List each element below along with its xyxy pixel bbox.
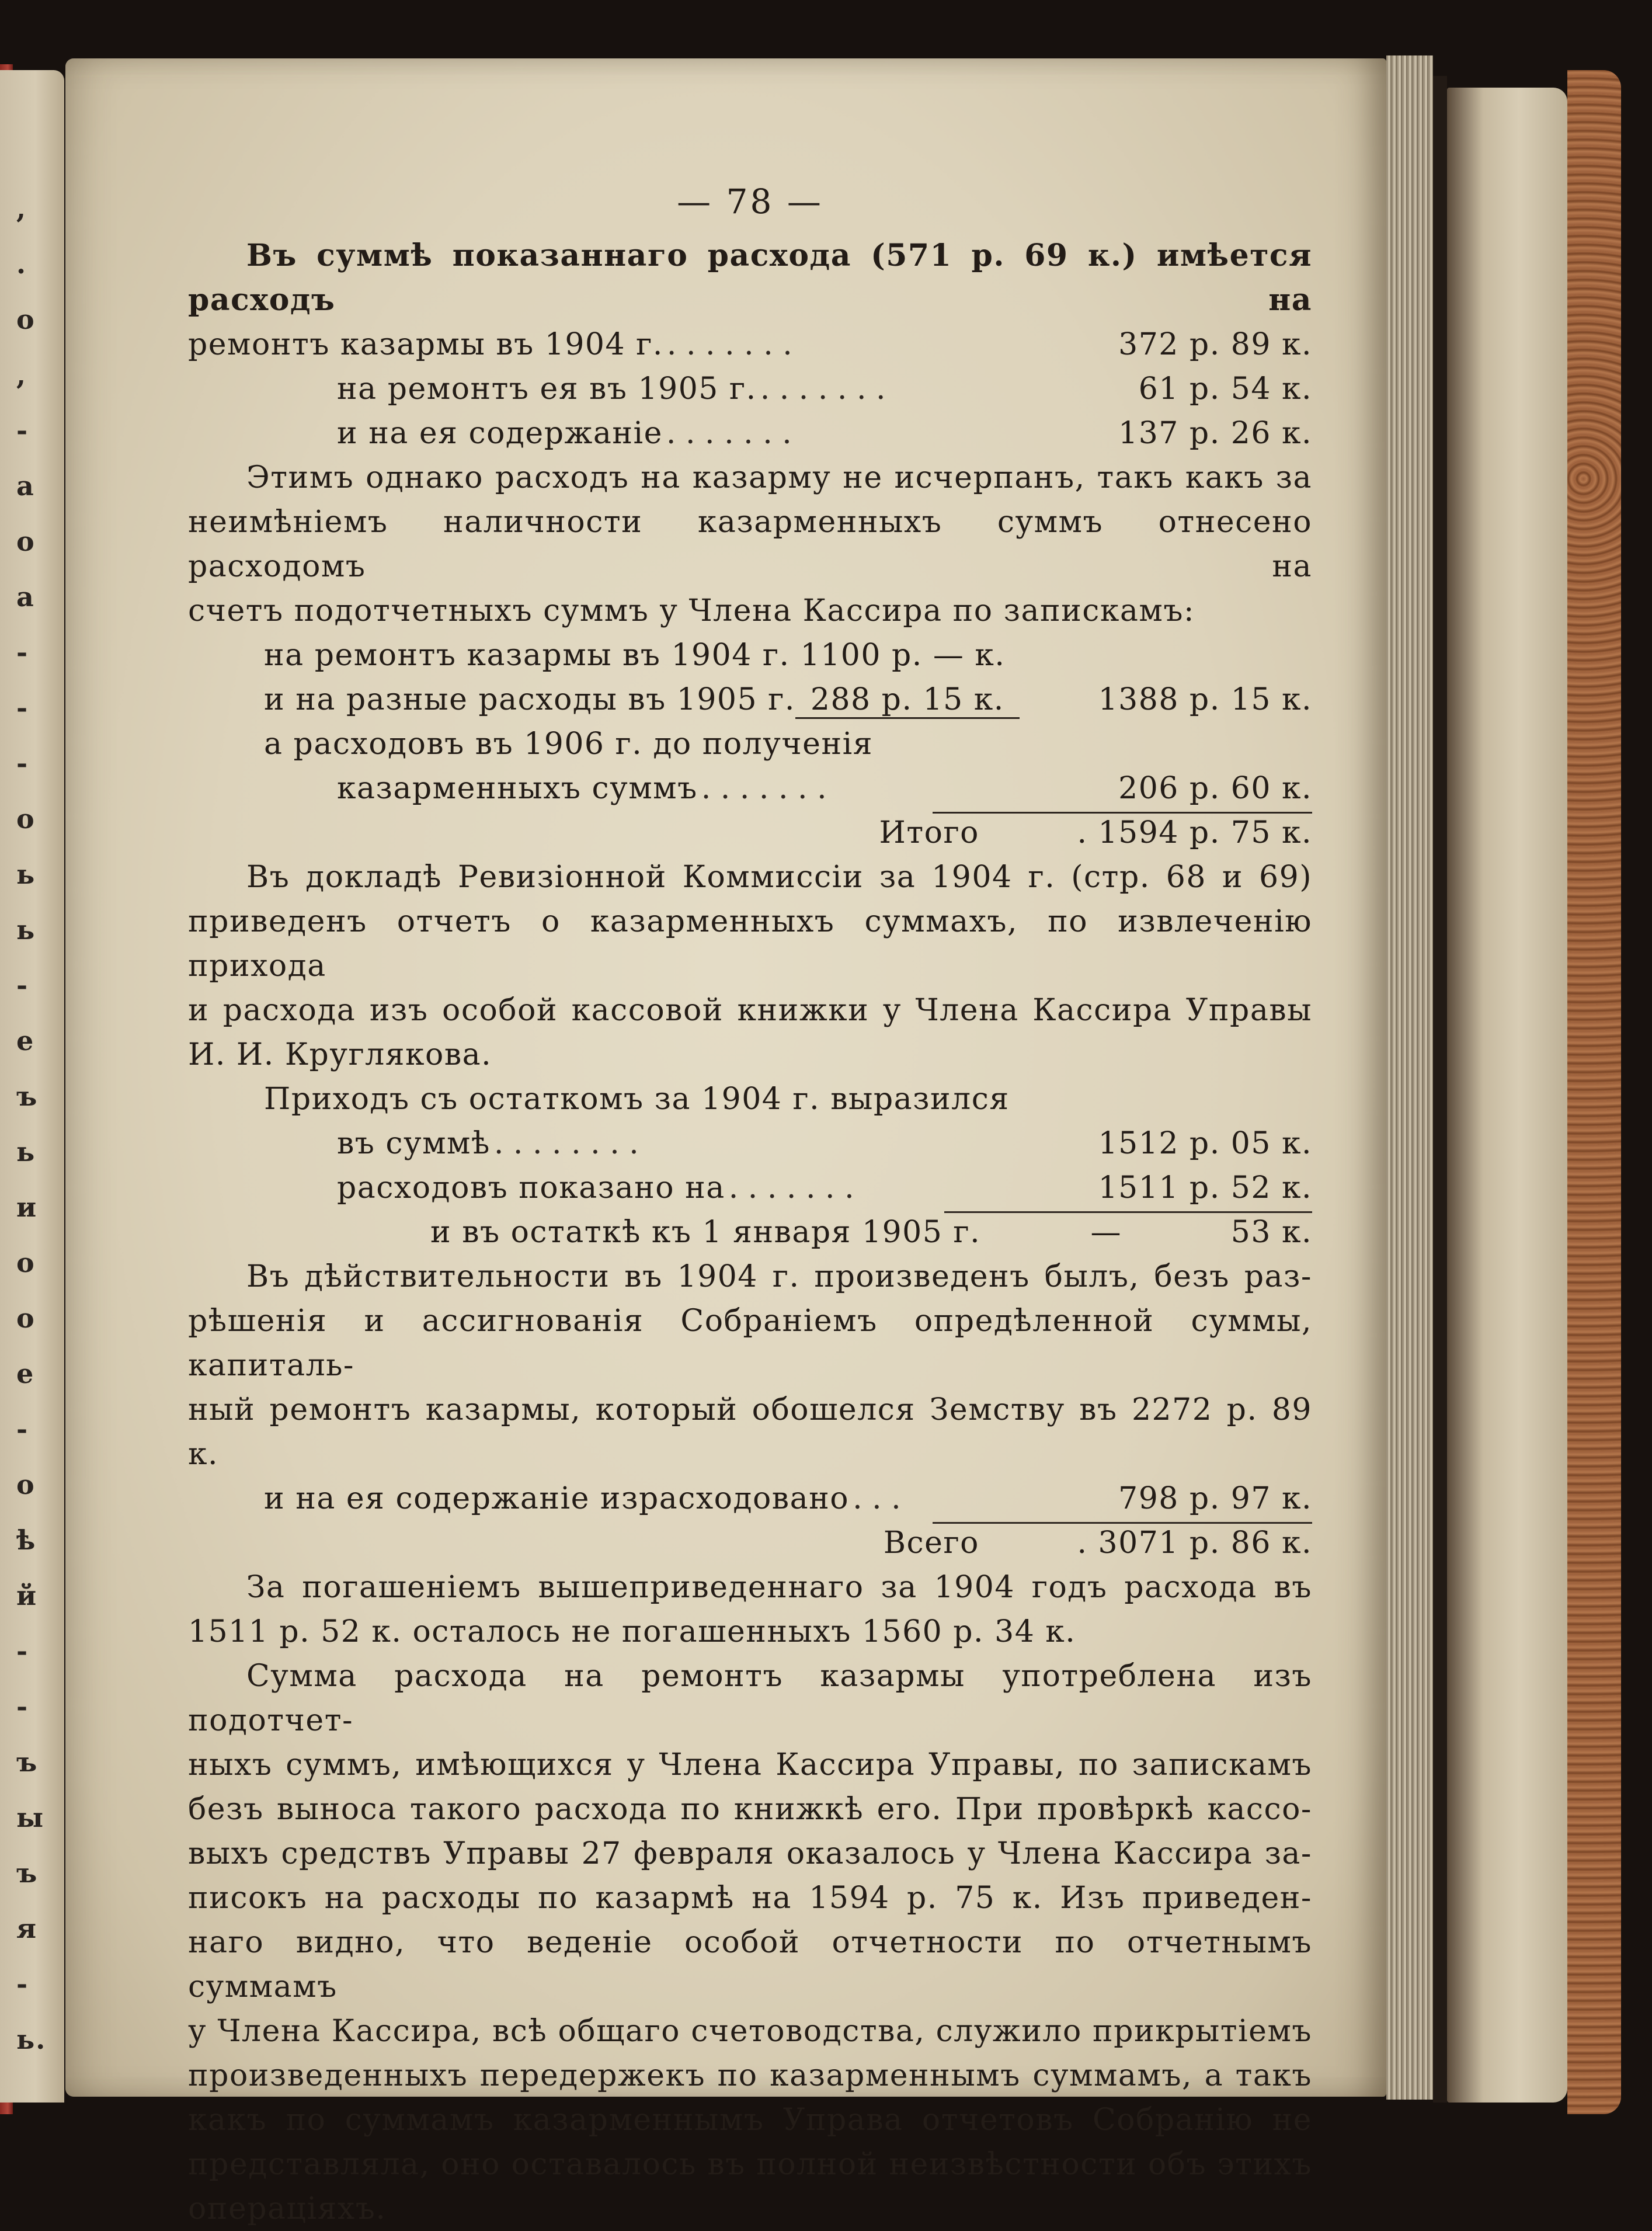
- amount-row: [188, 1077, 1312, 1121]
- previous-page-letter: я: [16, 1913, 37, 1944]
- row-amount: 1512 р. 05 к.: [1098, 1126, 1312, 1161]
- text-line: рѣшенія и ассигнованія Собраніемъ опредѣленной суммы, капиталь-: [188, 1304, 1312, 1383]
- row-label: казарменныхъ суммъ: [337, 771, 698, 806]
- row-amount: 53 к.: [1230, 1215, 1312, 1250]
- total-amount: . 1594 р. 75 к.: [1077, 815, 1312, 850]
- previous-page-letter: е: [16, 1358, 35, 1389]
- previous-page-letter: ,: [16, 193, 27, 224]
- previous-page-letter: й: [16, 1580, 38, 1611]
- text-line: счетъ подотчетныхъ суммъ у Члена Кассира по запискамъ:: [188, 593, 1195, 628]
- leader-dots: . . . . . . .: [760, 371, 886, 406]
- amount-row: [188, 322, 1312, 367]
- text-line: 1511 р. 52 к. осталось не погашенныхъ 1560 р. 34 к.: [188, 1614, 1076, 1649]
- page-number: — 78 —: [677, 182, 823, 221]
- previous-page-letter: о: [16, 304, 36, 335]
- row-label: на ремонтъ казармы въ 1904 г. 1100 р. — к.: [264, 638, 1006, 673]
- row-label: и на ея содержаніе израсходовано: [264, 1481, 850, 1516]
- previous-page-letter: -: [16, 748, 29, 779]
- page-block-edges: [1386, 55, 1433, 2100]
- dash: —: [1090, 1215, 1122, 1250]
- text-line: у Члена Кассира, всѣ общаго счетоводства, служило прикрытіемъ: [188, 2014, 1312, 2049]
- spine-gap: [1433, 76, 1447, 2103]
- previous-page-letter: -: [16, 1413, 29, 1445]
- row-label: Приходъ съ остаткомъ за 1904 г. выразился: [264, 1082, 1010, 1117]
- row-amount: 798 р. 97 к.: [1118, 1481, 1312, 1516]
- previous-page-letter: -: [16, 1968, 29, 2000]
- previous-page-letter: ь: [16, 914, 36, 946]
- total-label: Итого: [879, 815, 979, 850]
- previous-page-letter: а: [16, 581, 35, 613]
- previous-page-letter: ѣ: [16, 1524, 37, 1556]
- leader-dots: . . . . . . .: [666, 416, 792, 451]
- text-line: наго видно, что веденіе особой отчетности по отчетнымъ суммамъ: [188, 1925, 1312, 2004]
- total-label: Всего: [883, 1525, 979, 1561]
- amount-row: [188, 367, 1312, 411]
- amount-row: [188, 1476, 1312, 1521]
- amount-row: [188, 1210, 1312, 1254]
- text-line: Этимъ однако расходъ на казарму не исчерпанъ, такъ какъ за: [246, 460, 1312, 495]
- text-line: писокъ на расходы по казармѣ на 1594 р. 75 к. Изъ приведен-: [188, 1881, 1312, 1916]
- amount-row: [188, 411, 1312, 456]
- text-line: безъ выноса такого расхода по книжкѣ его. При провѣркѣ кассо-: [188, 1792, 1312, 1827]
- row-label: и на ея содержаніе: [337, 416, 663, 451]
- row-label: и на разные расходы въ 1905 г.: [264, 682, 795, 717]
- text-line: Сумма расхода на ремонтъ казармы употреблена изъ подотчет-: [188, 1659, 1312, 1738]
- text-line: Въ дѣйствительности въ 1904 г. произведенъ былъ, безъ раз-: [246, 1259, 1312, 1294]
- previous-page-letter: о: [16, 526, 36, 557]
- text-line: неимѣніемъ наличности казарменныхъ суммъ отнесено расходомъ на: [188, 505, 1312, 584]
- previous-page-letter: о: [16, 1469, 36, 1500]
- amount-row: [188, 1121, 1312, 1166]
- row-amount: 206 р. 60 к.: [1118, 771, 1312, 806]
- text-line: произведенныхъ передержекъ по казарменнымъ суммамъ, а такъ: [188, 2058, 1312, 2093]
- previous-page-letter: ы: [16, 1802, 45, 1833]
- text-line: какъ по суммамъ казарменнымъ Управа отчетовъ Собранію не: [188, 2103, 1312, 2138]
- amount-row: [188, 677, 1312, 722]
- text-line: ныхъ суммъ, имѣющихся у Члена Кассира Управы, по запискамъ: [188, 1747, 1312, 1782]
- leader-dots: . . . . . . .: [701, 771, 827, 806]
- marbled-cover-edge: [1567, 70, 1621, 2114]
- text-line: представляла, оно оставалось въ полной неизвѣстности объ этихъ: [188, 2147, 1312, 2182]
- previous-page-letter: ъ: [16, 1080, 39, 1112]
- row-label: расходовъ показано на: [337, 1170, 725, 1205]
- text-line: операціяхъ.: [188, 2191, 387, 2226]
- text-line: ный ремонтъ казармы, который обошелся Земству въ 2272 р. 89 к.: [188, 1392, 1312, 1472]
- text-line: За погашеніемъ вышеприведеннаго за 1904 годъ расхода въ: [246, 1570, 1312, 1605]
- row-amount: 1388 р. 15 к.: [1098, 682, 1312, 717]
- total-row: [188, 811, 1312, 855]
- previous-page-letter: -: [16, 969, 29, 1001]
- previous-page-letter: о: [16, 1247, 36, 1278]
- previous-page-letter: е: [16, 1025, 35, 1057]
- row-amount: 137 р. 26 к.: [1118, 416, 1312, 451]
- previous-page-letter: -: [16, 692, 29, 724]
- previous-page-letter: о: [16, 1302, 36, 1334]
- page-text: [188, 169, 1312, 2231]
- previous-page-edge: [0, 70, 64, 2103]
- previous-page-letter: ь: [16, 859, 36, 890]
- text-line: Въ докладѣ Ревизіонной Коммиссіи за 1904 г. (стр. 68 и 69): [246, 860, 1312, 895]
- row-label: ремонтъ казармы въ 1904 г.: [188, 327, 663, 362]
- row-label: въ суммѣ: [337, 1126, 491, 1161]
- row-amount: 1511 р. 52 к.: [1098, 1170, 1312, 1205]
- previous-page-letter: -: [16, 415, 29, 446]
- previous-page-letter: .: [16, 248, 27, 280]
- previous-page-letter: а: [16, 470, 35, 502]
- previous-page-letter: и: [16, 1191, 38, 1223]
- book-page: [65, 58, 1386, 2226]
- previous-page-letter: ь: [16, 1136, 36, 1167]
- text-line: и расхода изъ особой кассовой книжки у Члена Кассира Управы: [188, 993, 1312, 1028]
- amount-row: [188, 766, 1312, 811]
- underlined-subtotal: 288 р. 15 к.: [795, 682, 1020, 719]
- previous-page-letter: ъ: [16, 1857, 39, 1889]
- previous-page-letter: -: [16, 637, 29, 668]
- previous-page-letter: ь.: [16, 2024, 47, 2055]
- row-label: на ремонтъ ея въ 1905 г.: [337, 371, 757, 406]
- amount-row: [188, 1166, 1312, 1210]
- text-line: Въ суммѣ показаннаго расхода (571 р. 69 к.) имѣется расходъ на: [188, 238, 1312, 318]
- amount-row: [188, 633, 1312, 677]
- leader-dots: . . . . . . .: [666, 327, 792, 362]
- previous-page-letter: ъ: [16, 1746, 39, 1778]
- back-board: [1447, 88, 1567, 2103]
- text-line: приведенъ отчетъ о казарменныхъ суммахъ, по извлеченію прихода: [188, 904, 1312, 984]
- leader-dots: . . .: [853, 1481, 901, 1516]
- text-line: выхъ средствъ Управы 27 февраля оказалось у Члена Кассира за-: [188, 1836, 1312, 1871]
- amount-row: [188, 722, 1312, 766]
- row-label: а расходовъ въ 1906 г. до полученія: [264, 727, 874, 762]
- previous-page-letter: о: [16, 803, 36, 835]
- previous-page-letter: ,: [16, 359, 27, 391]
- row-label: и въ остаткѣ къ 1 января 1905 г.: [430, 1215, 981, 1250]
- row-amount: 372 р. 89 к.: [1118, 327, 1312, 362]
- leader-dots: . . . . . . .: [728, 1170, 854, 1205]
- previous-page-letter: -: [16, 1691, 29, 1722]
- previous-page-letter: -: [16, 1635, 29, 1667]
- text-line: И. И. Круглякова.: [188, 1037, 492, 1072]
- total-row: [188, 1521, 1312, 1565]
- total-amount: . 3071 р. 86 к.: [1077, 1525, 1312, 1561]
- leader-dots: . . . . . . . .: [493, 1126, 639, 1161]
- row-amount: 61 р. 54 к.: [1138, 371, 1312, 406]
